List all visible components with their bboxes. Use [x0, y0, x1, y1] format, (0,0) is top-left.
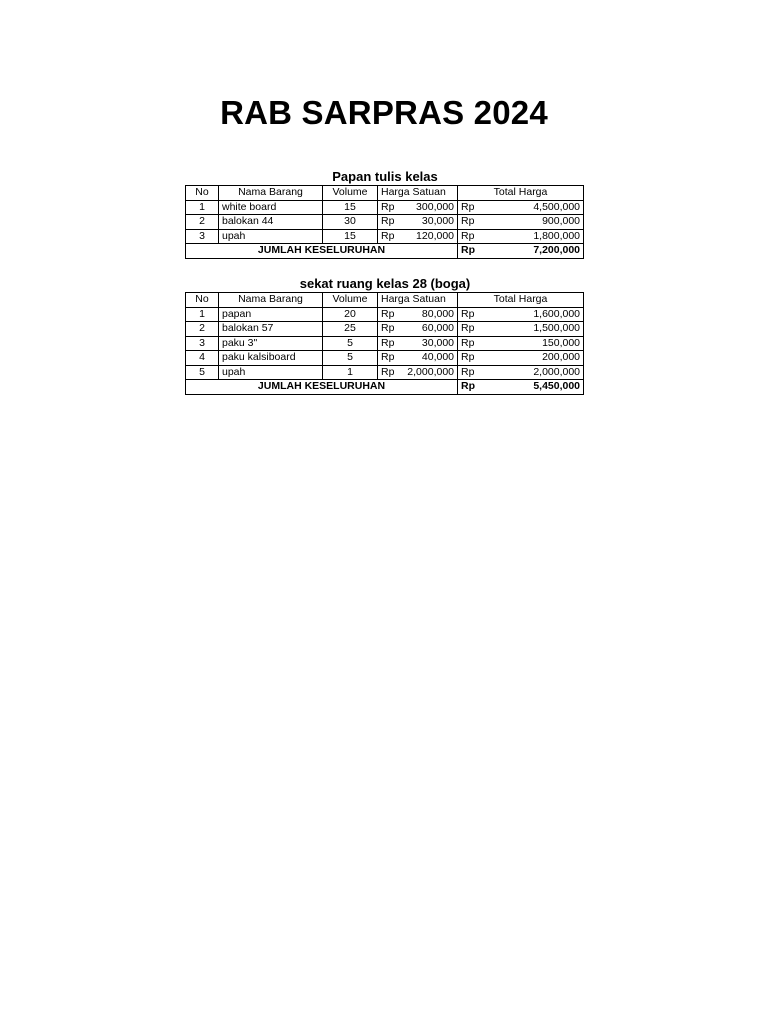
header-no: No [186, 186, 219, 201]
cell-rp-total: Rp [458, 215, 478, 230]
header-harga-satuan: Harga Satuan [378, 186, 458, 201]
cell-rp-harga: Rp [378, 365, 398, 380]
cell-volume: 1 [323, 365, 378, 380]
total-value: 7,200,000 [478, 244, 584, 259]
table-row [186, 200, 584, 215]
total-value: 5,450,000 [478, 380, 584, 395]
table-title: sekat ruang kelas 28 (boga) [299, 276, 471, 291]
cell-nama-barang: balokan 57 [219, 322, 323, 337]
cell-harga-satuan: 30,000 [398, 336, 458, 351]
cell-nama-barang: upah [219, 365, 323, 380]
header-volume: Volume [323, 293, 378, 308]
cell-volume: 5 [323, 351, 378, 366]
header-nama-barang: Nama Barang [219, 186, 323, 201]
table-row [186, 229, 584, 244]
header-volume: Volume [323, 186, 378, 201]
cell-no: 2 [186, 322, 219, 337]
cell-no: 3 [186, 229, 219, 244]
cell-total-harga: 150,000 [478, 336, 584, 351]
cell-total-harga: 200,000 [478, 351, 584, 366]
cell-total-harga: 900,000 [478, 215, 584, 230]
cell-harga-satuan: 2,000,000 [398, 365, 458, 380]
header-nama-barang: Nama Barang [219, 293, 323, 308]
cell-total-harga: 1,500,000 [478, 322, 584, 337]
cell-harga-satuan: 30,000 [398, 215, 458, 230]
cell-rp-harga: Rp [378, 307, 398, 322]
rab-table [185, 185, 584, 259]
cell-nama-barang: upah [219, 229, 323, 244]
cell-harga-satuan: 40,000 [398, 351, 458, 366]
cell-no: 4 [186, 351, 219, 366]
header-no: No [186, 293, 219, 308]
document-title: RAB SARPRAS 2024 [220, 94, 548, 131]
cell-rp-harga: Rp [378, 351, 398, 366]
table-row [186, 322, 584, 337]
cell-rp-total: Rp [458, 365, 478, 380]
cell-volume: 5 [323, 336, 378, 351]
cell-no: 1 [186, 200, 219, 215]
table-row [186, 351, 584, 366]
cell-nama-barang: balokan 44 [219, 215, 323, 230]
cell-rp-harga: Rp [378, 322, 398, 337]
table-row [186, 365, 584, 380]
rab-section-papan-tulis [185, 168, 583, 259]
header-harga-satuan: Harga Satuan [378, 293, 458, 308]
cell-harga-satuan: 80,000 [398, 307, 458, 322]
cell-harga-satuan: 60,000 [398, 322, 458, 337]
cell-no: 1 [186, 307, 219, 322]
cell-nama-barang: white board [219, 200, 323, 215]
cell-nama-barang: paku 3" [219, 336, 323, 351]
cell-harga-satuan: 300,000 [398, 200, 458, 215]
cell-total-harga: 1,600,000 [478, 307, 584, 322]
cell-total-harga: 4,500,000 [478, 200, 584, 215]
total-rp: Rp [458, 380, 478, 395]
table-row [186, 215, 584, 230]
cell-rp-total: Rp [458, 229, 478, 244]
table-total-row [186, 244, 584, 259]
total-rp: Rp [458, 244, 478, 259]
cell-total-harga: 1,800,000 [478, 229, 584, 244]
cell-rp-total: Rp [458, 336, 478, 351]
table-header-row [186, 186, 584, 201]
rab-table [185, 292, 584, 395]
header-total-harga: Total Harga [458, 186, 584, 201]
cell-nama-barang: papan [219, 307, 323, 322]
cell-harga-satuan: 120,000 [398, 229, 458, 244]
cell-volume: 30 [323, 215, 378, 230]
table-header-row [186, 293, 584, 308]
table-title: Papan tulis kelas [332, 169, 438, 184]
cell-rp-total: Rp [458, 307, 478, 322]
cell-nama-barang: paku kalsiboard [219, 351, 323, 366]
table-total-row [186, 380, 584, 395]
table-row [186, 307, 584, 322]
header-total-harga: Total Harga [458, 293, 584, 308]
total-label: JUMLAH KESELURUHAN [186, 244, 458, 259]
cell-rp-total: Rp [458, 351, 478, 366]
cell-volume: 25 [323, 322, 378, 337]
total-label: JUMLAH KESELURUHAN [186, 380, 458, 395]
cell-rp-harga: Rp [378, 229, 398, 244]
cell-no: 2 [186, 215, 219, 230]
cell-volume: 15 [323, 200, 378, 215]
cell-volume: 20 [323, 307, 378, 322]
cell-volume: 15 [323, 229, 378, 244]
cell-no: 5 [186, 365, 219, 380]
cell-total-harga: 2,000,000 [478, 365, 584, 380]
cell-rp-harga: Rp [378, 200, 398, 215]
cell-no: 3 [186, 336, 219, 351]
cell-rp-total: Rp [458, 200, 478, 215]
rab-section-sekat-ruang [185, 275, 583, 395]
cell-rp-total: Rp [458, 322, 478, 337]
cell-rp-harga: Rp [378, 336, 398, 351]
cell-rp-harga: Rp [378, 215, 398, 230]
table-row [186, 336, 584, 351]
